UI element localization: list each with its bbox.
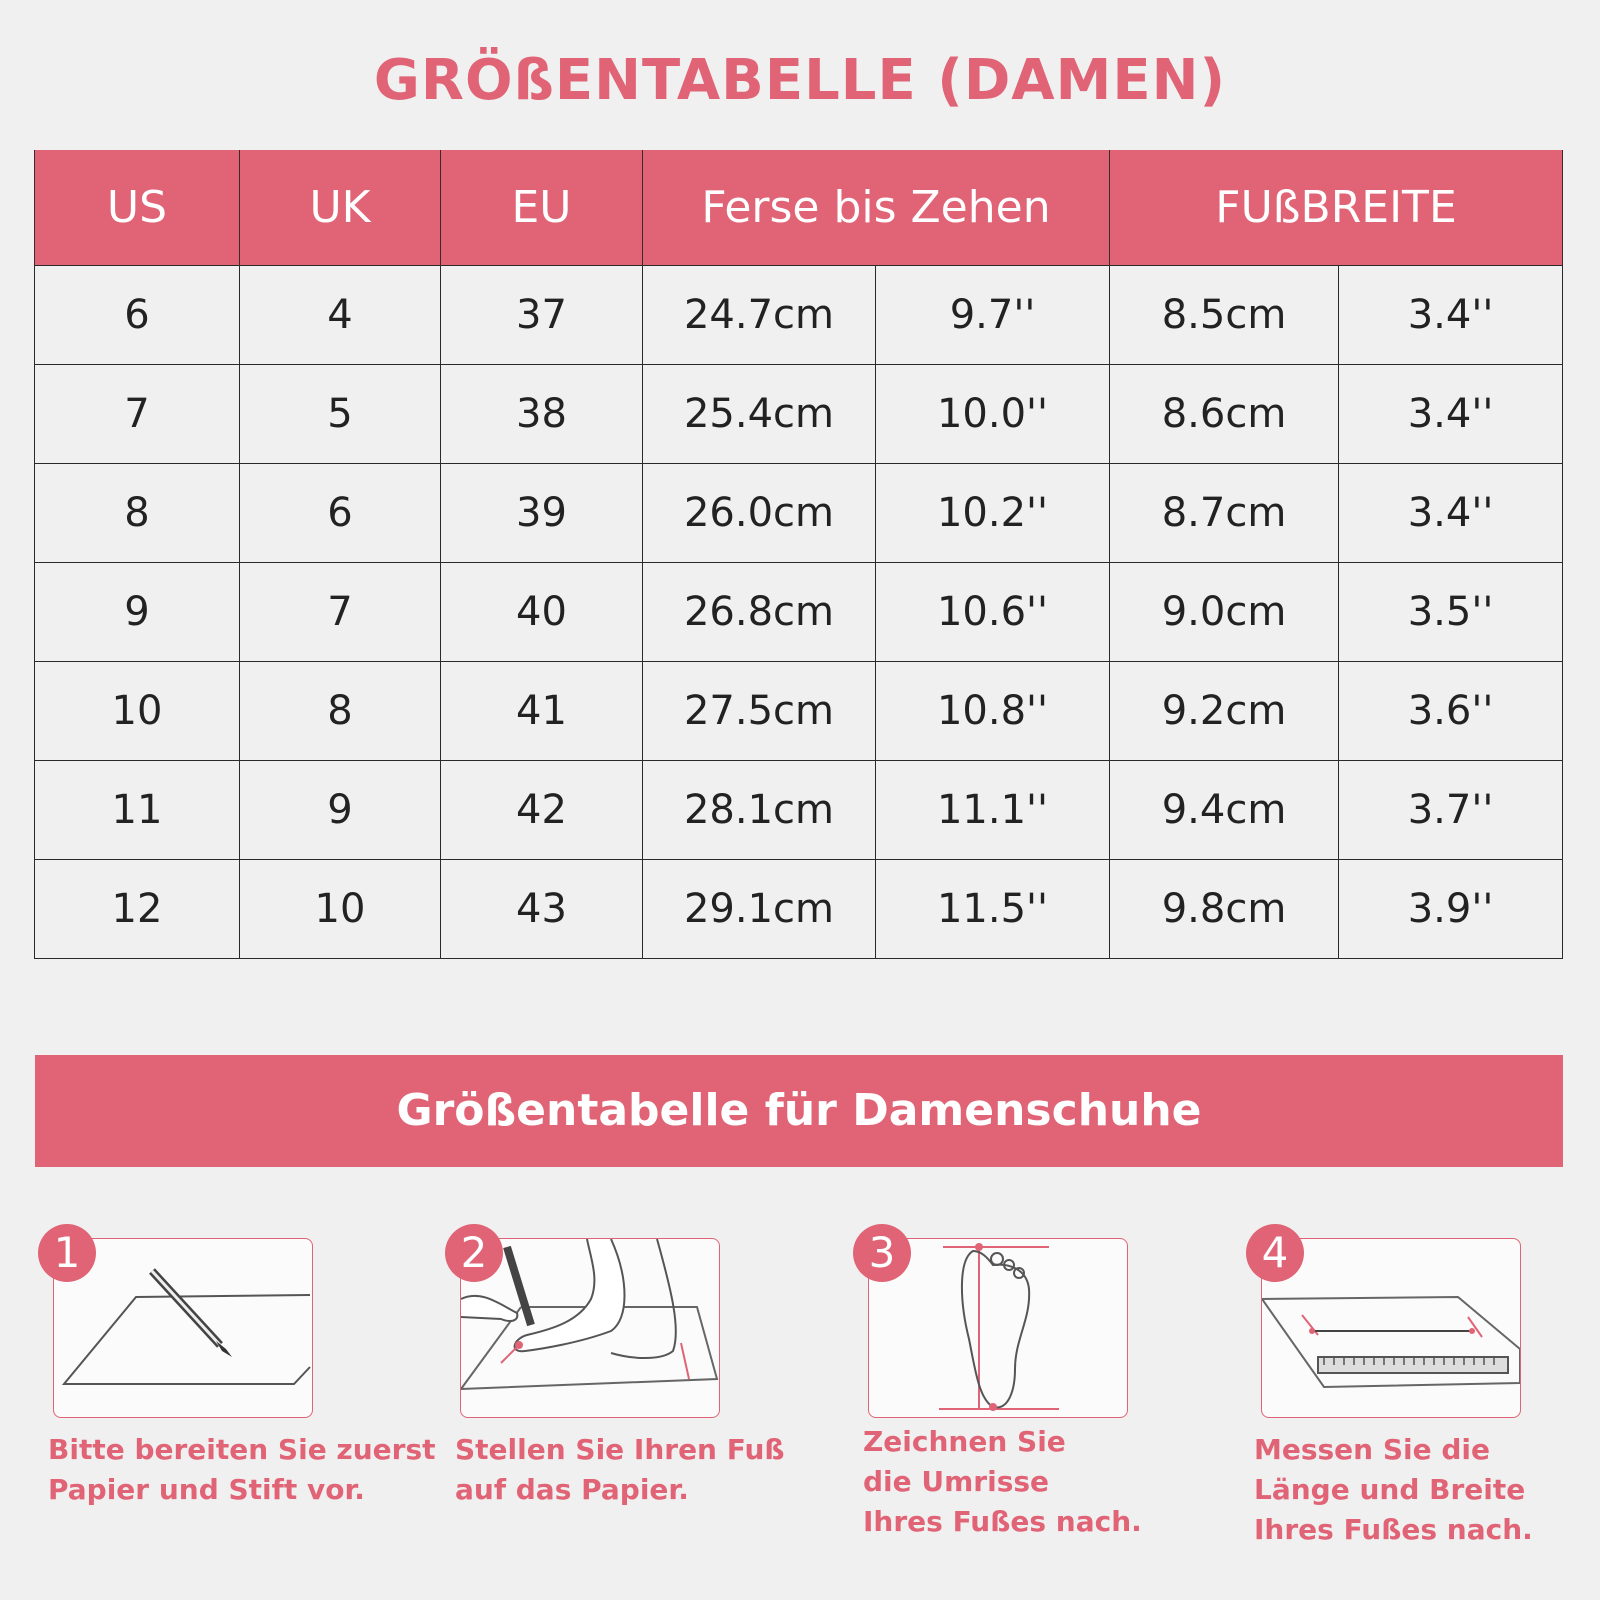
cell-width-cm: 8.6cm <box>1110 365 1339 464</box>
cell-length-cm: 26.0cm <box>643 464 876 563</box>
step-text-line: Ihres Fußes nach. <box>1254 1513 1533 1546</box>
step-text-line: Bitte bereiten Sie zuerst <box>48 1433 436 1466</box>
header-us: US <box>35 150 240 266</box>
cell-width-cm: 9.8cm <box>1110 860 1339 959</box>
table-header-row <box>35 150 1563 266</box>
cell-width-cm: 9.4cm <box>1110 761 1339 860</box>
cell-length-cm: 29.1cm <box>643 860 876 959</box>
header-heel-to-toe: Ferse bis Zehen <box>643 150 1110 266</box>
header-eu: EU <box>441 150 643 266</box>
cell-eu: 37 <box>441 266 643 365</box>
table-row <box>35 365 1563 464</box>
cell-length-cm: 24.7cm <box>643 266 876 365</box>
cell-length-cm: 25.4cm <box>643 365 876 464</box>
cell-eu: 39 <box>441 464 643 563</box>
cell-uk: 7 <box>240 563 441 662</box>
step-description <box>1254 1430 1600 1550</box>
step-number-badge: 4 <box>1246 1224 1304 1282</box>
cell-uk: 4 <box>240 266 441 365</box>
cell-width-inch: 3.7'' <box>1339 761 1563 860</box>
table-row <box>35 464 1563 563</box>
cell-eu: 42 <box>441 761 643 860</box>
cell-length-inch: 11.5'' <box>876 860 1110 959</box>
step-text-line: Stellen Sie Ihren Fuß <box>455 1433 785 1466</box>
cell-length-inch: 10.6'' <box>876 563 1110 662</box>
cell-length-cm: 27.5cm <box>643 662 876 761</box>
step-text-line: die Umrisse <box>863 1465 1050 1498</box>
cell-us: 9 <box>35 563 240 662</box>
cell-us: 10 <box>35 662 240 761</box>
section-banner: Größentabelle für Damenschuhe <box>35 1055 1563 1167</box>
cell-eu: 41 <box>441 662 643 761</box>
step-description <box>863 1422 1243 1542</box>
table-row <box>35 662 1563 761</box>
table-row <box>35 860 1563 959</box>
cell-uk: 8 <box>240 662 441 761</box>
cell-uk: 6 <box>240 464 441 563</box>
cell-width-inch: 3.4'' <box>1339 365 1563 464</box>
cell-uk: 9 <box>240 761 441 860</box>
step-text-line: auf das Papier. <box>455 1473 689 1506</box>
cell-us: 11 <box>35 761 240 860</box>
cell-width-inch: 3.5'' <box>1339 563 1563 662</box>
step-text-line: Zeichnen Sie <box>863 1425 1066 1458</box>
step-number-badge: 1 <box>38 1224 96 1282</box>
cell-us: 12 <box>35 860 240 959</box>
size-table <box>34 150 1563 959</box>
cell-uk: 10 <box>240 860 441 959</box>
cell-width-inch: 3.9'' <box>1339 860 1563 959</box>
cell-length-inch: 10.0'' <box>876 365 1110 464</box>
step-number-badge: 3 <box>853 1224 911 1282</box>
header-foot-width: FUßBREITE <box>1110 150 1563 266</box>
cell-width-inch: 3.4'' <box>1339 266 1563 365</box>
cell-us: 8 <box>35 464 240 563</box>
header-uk: UK <box>240 150 441 266</box>
table-row <box>35 761 1563 860</box>
table-row <box>35 266 1563 365</box>
step-text-line: Papier und Stift vor. <box>48 1473 365 1506</box>
cell-length-inch: 10.8'' <box>876 662 1110 761</box>
cell-length-cm: 26.8cm <box>643 563 876 662</box>
step-text-line: Länge und Breite <box>1254 1473 1526 1506</box>
cell-width-cm: 9.0cm <box>1110 563 1339 662</box>
cell-width-cm: 8.5cm <box>1110 266 1339 365</box>
cell-us: 7 <box>35 365 240 464</box>
cell-length-cm: 28.1cm <box>643 761 876 860</box>
cell-length-inch: 10.2'' <box>876 464 1110 563</box>
cell-width-inch: 3.4'' <box>1339 464 1563 563</box>
cell-eu: 43 <box>441 860 643 959</box>
cell-eu: 38 <box>441 365 643 464</box>
cell-eu: 40 <box>441 563 643 662</box>
cell-length-inch: 11.1'' <box>876 761 1110 860</box>
step-text-line: Messen Sie die <box>1254 1433 1490 1466</box>
cell-uk: 5 <box>240 365 441 464</box>
cell-length-inch: 9.7'' <box>876 266 1110 365</box>
cell-width-inch: 3.6'' <box>1339 662 1563 761</box>
cell-width-cm: 9.2cm <box>1110 662 1339 761</box>
step-text-line: Ihres Fußes nach. <box>863 1505 1142 1538</box>
page-title: GRÖßENTABELLE (DAMEN) <box>373 48 1227 113</box>
step-number-badge: 2 <box>445 1224 503 1282</box>
step-description <box>455 1430 835 1510</box>
table-row <box>35 563 1563 662</box>
step-description <box>48 1430 436 1510</box>
cell-us: 6 <box>35 266 240 365</box>
cell-width-cm: 8.7cm <box>1110 464 1339 563</box>
